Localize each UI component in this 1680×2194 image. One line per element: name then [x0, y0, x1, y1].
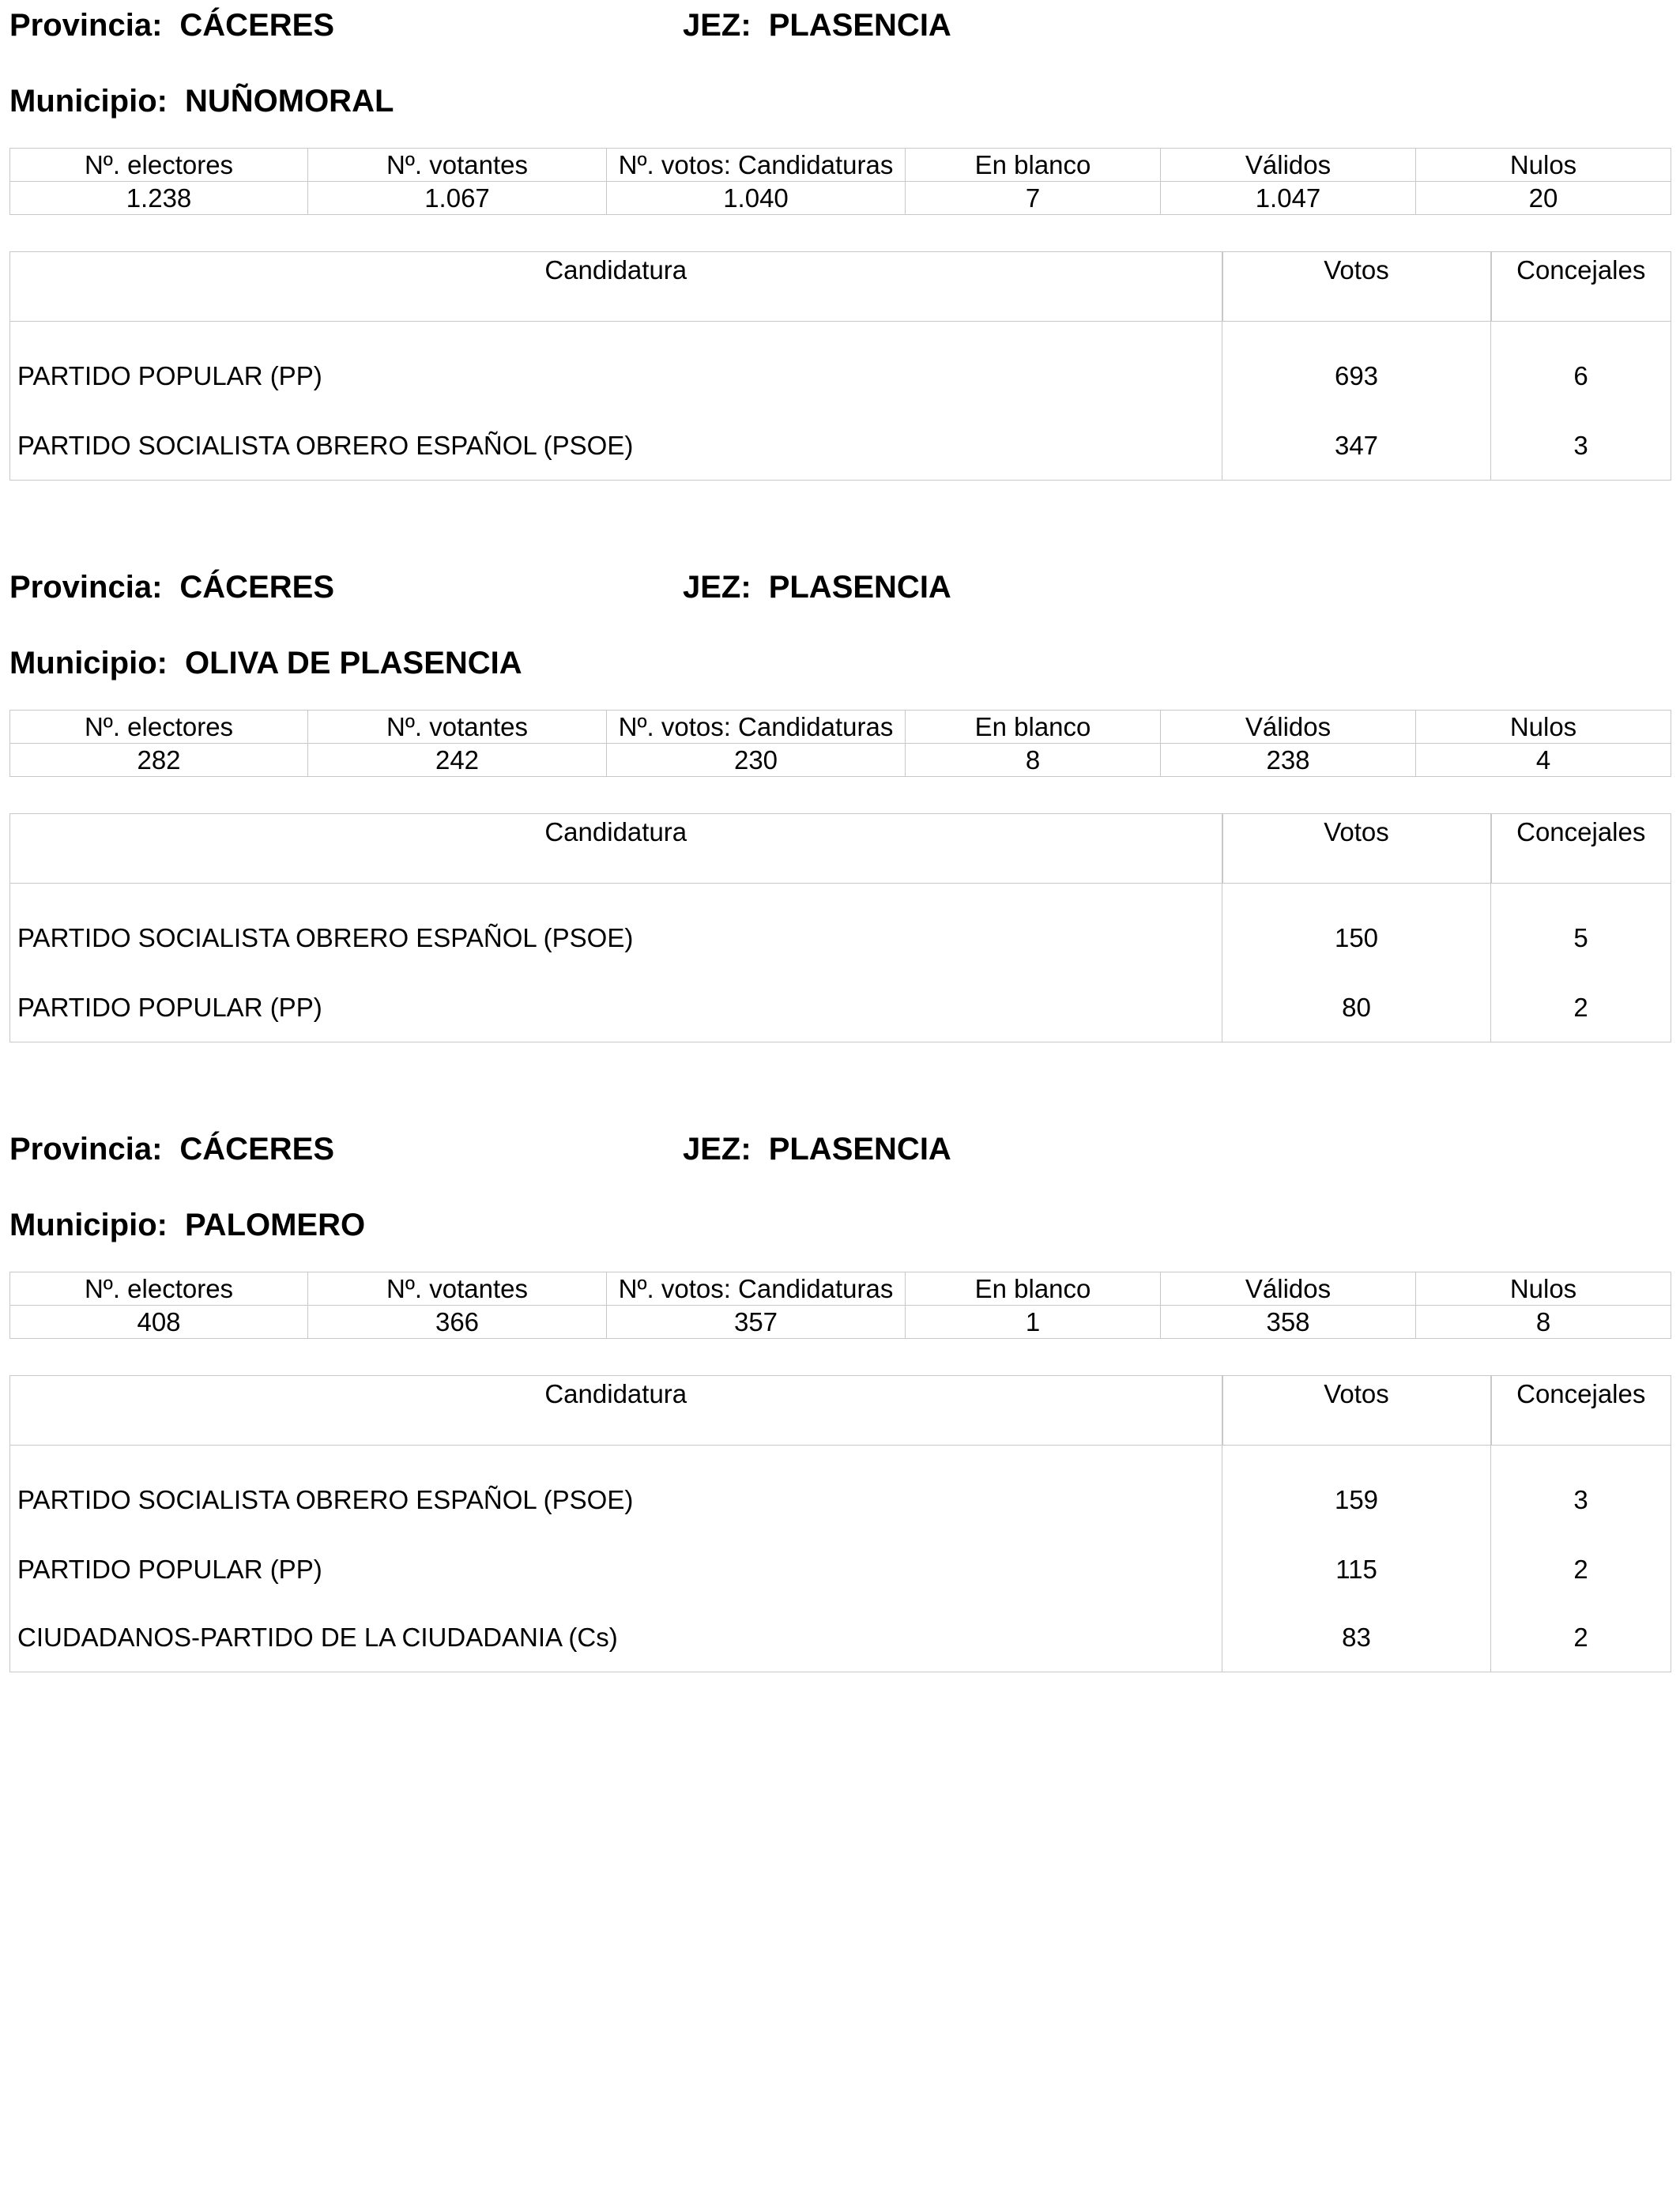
summary-header-row — [10, 1272, 1671, 1306]
candidaturas-table — [9, 251, 1671, 481]
provincia-label: Provincia: — [9, 8, 163, 43]
nulos-value: 8 — [1416, 1306, 1671, 1339]
table-row — [10, 1536, 1671, 1604]
candidatura-concejales: 3 — [1573, 1485, 1588, 1514]
jez-label: JEZ: — [683, 1132, 751, 1167]
municipio-line — [9, 1206, 365, 1244]
candidatura-header: Candidatura — [10, 252, 1222, 322]
summary-value-row — [10, 744, 1671, 777]
votantes-header: Nº. votantes — [308, 1272, 607, 1306]
validos-header: Válidos — [1161, 1272, 1416, 1306]
en-blanco-value: 1 — [906, 1306, 1161, 1339]
votos-candidaturas-value: 357 — [607, 1306, 906, 1339]
municipio-line — [9, 644, 522, 682]
jez-value: PLASENCIA — [768, 570, 951, 605]
en-blanco-header: En blanco — [906, 149, 1161, 182]
electores-value: 408 — [10, 1306, 308, 1339]
provincia-line — [9, 6, 334, 44]
validos-header: Válidos — [1161, 149, 1416, 182]
votantes-header: Nº. votantes — [308, 711, 607, 744]
provincia-value: CÁCERES — [179, 8, 334, 43]
candidatura-header: Candidatura — [10, 814, 1222, 884]
provincia-line — [9, 1130, 334, 1168]
provincia-label: Provincia: — [9, 1132, 163, 1167]
nulos-value: 4 — [1416, 744, 1671, 777]
nulos-header: Nulos — [1416, 1272, 1671, 1306]
candidatura-votos: 159 — [1222, 1446, 1491, 1536]
electores-header: Nº. electores — [10, 1272, 308, 1306]
candidatura-name: PARTIDO POPULAR (PP) — [10, 974, 1222, 1042]
nulos-header: Nulos — [1416, 149, 1671, 182]
municipio-label: Municipio: — [9, 84, 168, 119]
candidatura-name: PARTIDO SOCIALISTA OBRERO ESPAÑOL (PSOE) — [10, 412, 1222, 481]
candidatura-name: PARTIDO POPULAR (PP) — [10, 322, 1222, 413]
en-blanco-value: 8 — [906, 744, 1161, 777]
candidatura-name: PARTIDO SOCIALISTA OBRERO ESPAÑOL (PSOE) — [10, 1446, 1222, 1536]
votantes-value: 1.067 — [308, 182, 607, 215]
table-row — [10, 1446, 1671, 1536]
nulos-header: Nulos — [1416, 711, 1671, 744]
candidatura-votos: 83 — [1222, 1604, 1491, 1672]
votos-candidaturas-header: Nº. votos: Candidaturas — [607, 711, 906, 744]
validos-value: 358 — [1161, 1306, 1416, 1339]
candidatura-concejales: 2 — [1573, 1555, 1588, 1584]
votantes-value: 242 — [308, 744, 607, 777]
candidatura-name: PARTIDO SOCIALISTA OBRERO ESPAÑOL (PSOE) — [10, 884, 1222, 974]
votos-header: Votos — [1222, 1376, 1491, 1446]
votantes-value: 366 — [308, 1306, 607, 1339]
candidatura-votos: 693 — [1222, 322, 1491, 413]
electores-value: 282 — [10, 744, 308, 777]
candidatura-name: CIUDADANOS-PARTIDO DE LA CIUDADANIA (Cs) — [10, 1604, 1222, 1672]
provincia-label: Provincia: — [9, 570, 163, 605]
concejales-header: Concejales — [1491, 1376, 1671, 1446]
candidaturas-table — [9, 1375, 1671, 1672]
municipio-value: OLIVA DE PLASENCIA — [184, 646, 522, 680]
candidatura-votos: 150 — [1222, 884, 1491, 974]
summary-table — [9, 1272, 1671, 1339]
electores-header: Nº. electores — [10, 711, 308, 744]
table-row — [10, 1604, 1671, 1672]
nulos-value: 20 — [1416, 182, 1671, 215]
candidatura-votos: 115 — [1222, 1536, 1491, 1604]
provincia-value: CÁCERES — [179, 1132, 334, 1167]
concejales-header: Concejales — [1491, 252, 1671, 322]
candidatura-votos: 347 — [1222, 412, 1491, 481]
candidatura-concejales: 3 — [1573, 431, 1588, 460]
en-blanco-value: 7 — [906, 182, 1161, 215]
en-blanco-header: En blanco — [906, 711, 1161, 744]
table-row — [10, 884, 1671, 974]
summary-table — [9, 148, 1671, 215]
validos-header: Válidos — [1161, 711, 1416, 744]
validos-value: 238 — [1161, 744, 1416, 777]
summary-value-row — [10, 182, 1671, 215]
concejales-header: Concejales — [1491, 814, 1671, 884]
municipio-label: Municipio: — [9, 1208, 168, 1242]
votos-candidaturas-value: 230 — [607, 744, 906, 777]
table-row — [10, 974, 1671, 1042]
votos-candidaturas-header: Nº. votos: Candidaturas — [607, 149, 906, 182]
votos-candidaturas-header: Nº. votos: Candidaturas — [607, 1272, 906, 1306]
jez-value: PLASENCIA — [768, 8, 951, 43]
table-row — [10, 412, 1671, 481]
jez-label: JEZ: — [683, 570, 751, 605]
municipio-value: PALOMERO — [184, 1208, 366, 1242]
candidatura-concejales: 2 — [1573, 1623, 1588, 1652]
electores-header: Nº. electores — [10, 149, 308, 182]
votos-candidaturas-value: 1.040 — [607, 182, 906, 215]
candidatura-votos: 80 — [1222, 974, 1491, 1042]
summary-header-row — [10, 711, 1671, 744]
votos-header: Votos — [1222, 252, 1491, 322]
candidatura-concejales: 2 — [1573, 993, 1588, 1022]
en-blanco-header: En blanco — [906, 1272, 1161, 1306]
candidatura-concejales: 6 — [1573, 361, 1588, 390]
jez-label: JEZ: — [683, 8, 751, 43]
candidatura-concejales: 5 — [1573, 923, 1588, 952]
candidatura-name: PARTIDO POPULAR (PP) — [10, 1536, 1222, 1604]
validos-value: 1.047 — [1161, 182, 1416, 215]
jez-line — [683, 568, 951, 606]
votantes-header: Nº. votantes — [308, 149, 607, 182]
summary-table — [9, 710, 1671, 777]
jez-value: PLASENCIA — [768, 1132, 951, 1167]
candidatura-header: Candidatura — [10, 1376, 1222, 1446]
summary-header-row — [10, 149, 1671, 182]
candidaturas-header-row — [10, 252, 1671, 322]
candidaturas-header-row — [10, 1376, 1671, 1446]
municipio-line — [9, 82, 394, 120]
municipio-value: NUÑOMORAL — [184, 84, 394, 119]
provincia-line — [9, 568, 334, 606]
municipio-label: Municipio: — [9, 646, 168, 680]
votos-header: Votos — [1222, 814, 1491, 884]
table-row — [10, 322, 1671, 413]
candidaturas-header-row — [10, 814, 1671, 884]
jez-line — [683, 1130, 951, 1168]
summary-value-row — [10, 1306, 1671, 1339]
candidaturas-table — [9, 813, 1671, 1042]
jez-line — [683, 6, 951, 44]
electores-value: 1.238 — [10, 182, 308, 215]
provincia-value: CÁCERES — [179, 570, 334, 605]
